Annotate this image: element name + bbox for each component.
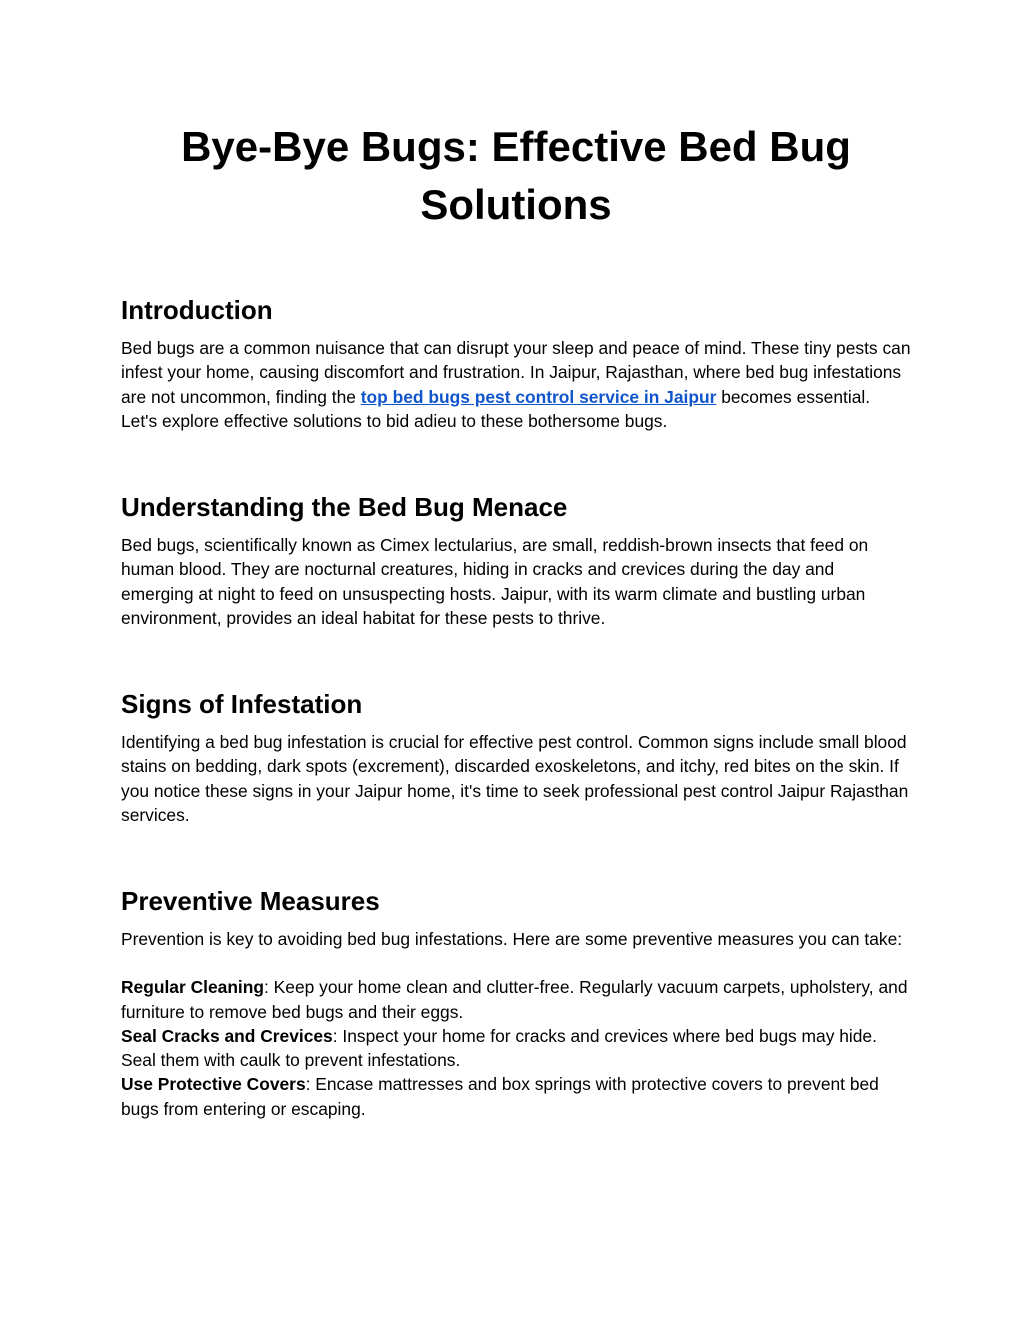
- section-preventive: [121, 885, 911, 1121]
- measure-item: [121, 1024, 911, 1073]
- section-heading: Signs of Infestation: [121, 689, 363, 719]
- section-heading: Understanding the Bed Bug Menace: [121, 492, 568, 522]
- measure-item: [121, 975, 911, 1024]
- measure-text: : Encase mattresses and box springs with protective covers to prevent bed bugs from entering or escaping.: [121, 1074, 879, 1119]
- section-introduction: [121, 294, 911, 433]
- measure-text: : Inspect your home for cracks and crevices where bed bugs may hide. Seal them with caulk to prevent infestations.: [121, 1025, 877, 1071]
- section-heading: Introduction: [121, 295, 273, 325]
- measure-text: : Keep your home clean and clutter-free. Regularly vacuum carpets, upholstery, and furniture to remove bed bugs and their eggs.: [121, 977, 908, 1022]
- section-signs: [121, 688, 911, 827]
- measure-item: [121, 1072, 911, 1121]
- document-title: Bye-Bye Bugs: Effective Bed Bug Solutions: [181, 123, 851, 228]
- section-paragraph: Bed bugs, scientifically known as Cimex lectularius, are small, reddish-brown insects that feed on human blood. They are nocturnal creatures, hiding in cracks and crevices during the day and emerging at night to feed on unsuspecting hosts. Jaipur, with its warm climate and bustling urban environment, provides an ideal habitat for these pests to thrive.: [121, 535, 869, 628]
- section-paragraph: [121, 336, 911, 433]
- measure-paragraph: [121, 975, 911, 1024]
- paragraph-text: becomes essential. Let's explore effective solutions to bid adieu to these bothersome bugs.: [121, 386, 871, 431]
- pest-control-service-link[interactable]: top bed bugs pest control service in Jaipur: [360, 386, 717, 407]
- section-heading: Preventive Measures: [121, 886, 380, 916]
- section-understanding: [121, 491, 911, 630]
- section-paragraph: Prevention is key to avoiding bed bug infestations. Here are some preventive measures you can take:: [121, 929, 903, 949]
- section-paragraph: Identifying a bed bug infestation is crucial for effective pest control. Common signs include small blood stains on bedding, dark spots (excrement), discarded exoskeletons, and itchy, red bites on the skin. If you notice these signs in your Jaipur home, it's time to seek professional pest control Jaipur Rajasthan services.: [121, 732, 909, 825]
- measure-label: Regular Cleaning: [121, 977, 265, 998]
- paragraph-text: Bed bugs are a common nuisance that can disrupt your sleep and peace of mind. These tiny pests can infest your home, causing discomfort and frustration. In Jaipur, Rajasthan, where bed bug infestations are not uncommon, finding the: [121, 338, 911, 407]
- measure-paragraph: [121, 1072, 911, 1121]
- measure-label: Use Protective Covers: [121, 1074, 306, 1095]
- measure-paragraph: [121, 1024, 911, 1073]
- measure-label: Seal Cracks and Crevices: [121, 1025, 333, 1046]
